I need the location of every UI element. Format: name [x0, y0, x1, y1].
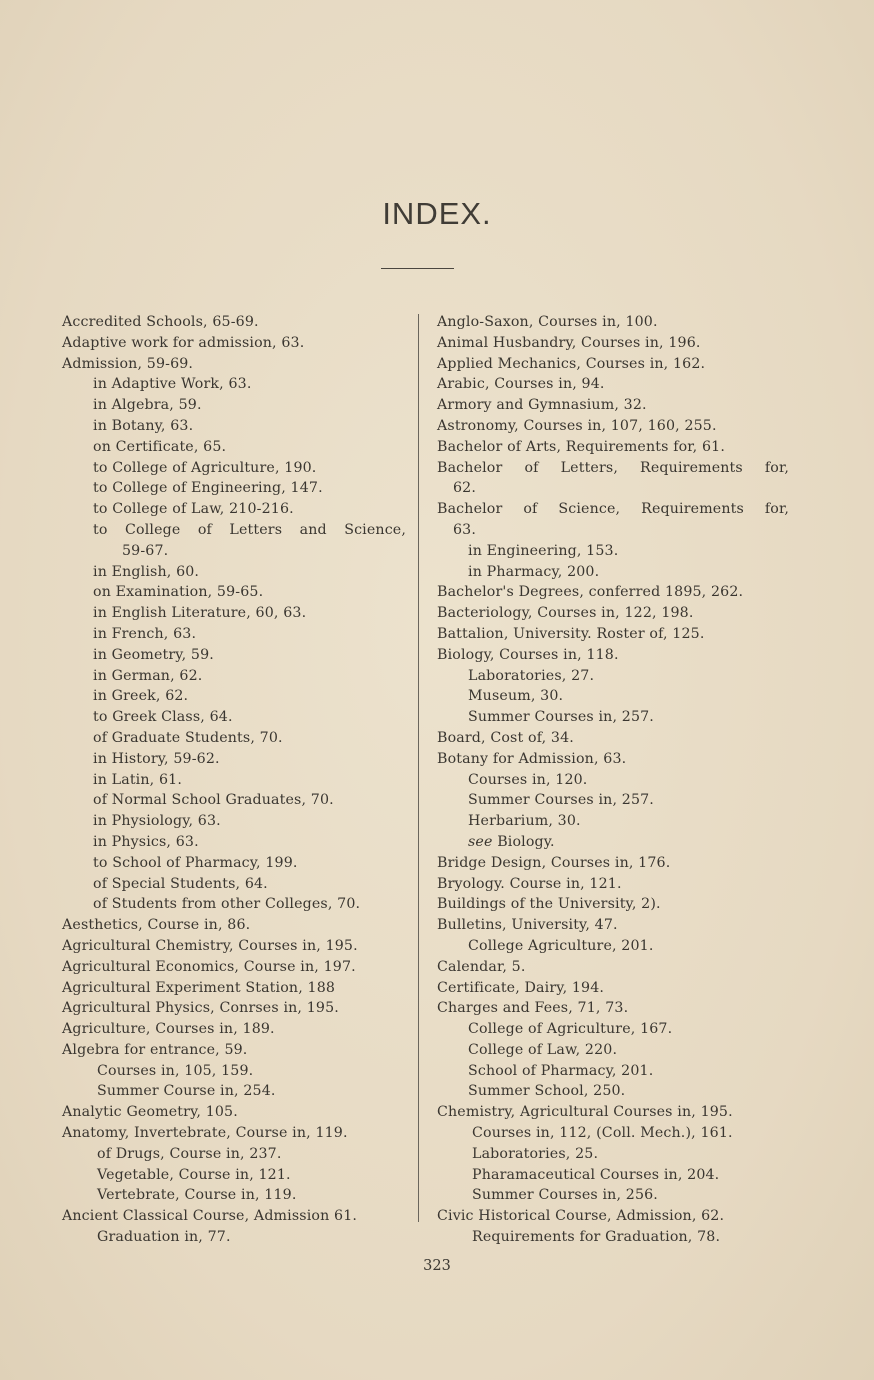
- index-subentry: Graduation in, 77.: [97, 1229, 231, 1246]
- index-entry: Agricultural Economics, Course in, 197.: [62, 958, 356, 975]
- index-subentry: of Drugs, Course in, 237.: [97, 1145, 282, 1162]
- index-entry: Analytic Geometry, 105.: [62, 1104, 238, 1121]
- index-subentry: in Physics, 63.: [93, 833, 199, 850]
- index-entry: Anglo-Saxon, Courses in, 100.: [437, 314, 658, 330]
- index-entry: Bachelor of Letters, Requirements for,: [437, 459, 789, 476]
- index-subentry: in Greek, 62.: [93, 688, 189, 705]
- index-subentry: Vertebrate, Course in, 119.: [97, 1187, 297, 1204]
- page-number: 323: [423, 1258, 451, 1274]
- index-subentry: see Biology.: [468, 833, 555, 850]
- title-rule: [381, 268, 454, 269]
- index-subentry: College of Law, 220.: [468, 1041, 618, 1058]
- index-subentry: of Graduate Students, 70.: [93, 729, 283, 746]
- index-entry: Anatomy, Invertebrate, Course in, 119.: [62, 1125, 348, 1142]
- index-subentry: in Pharmacy, 200.: [468, 563, 600, 580]
- index-subentry: Laboratories, 27.: [468, 667, 595, 684]
- index-entry: Civic Historical Course, Admission, 62.: [437, 1208, 725, 1225]
- index-subentry: on Examination, 59-65.: [93, 584, 264, 601]
- index-subentry: College of Agriculture, 167.: [468, 1021, 673, 1038]
- index-subentry: to College of Engineering, 147.: [93, 480, 323, 497]
- index-entry: Adaptive work for admission, 63.: [62, 334, 305, 351]
- index-entry: Bacteriology, Courses in, 122, 198.: [437, 605, 694, 622]
- index-entry: Admission, 59-69.: [62, 355, 194, 372]
- index-subentry: College Agriculture, 201.: [468, 937, 654, 954]
- index-entry: Aesthetics, Course in, 86.: [62, 917, 251, 934]
- index-entry: Bachelor's Degrees, conferred 1895, 262.: [437, 584, 744, 601]
- index-entry: Bachelor of Arts, Requirements for, 61.: [437, 438, 726, 455]
- index-entry: Accredited Schools, 65-69.: [62, 314, 259, 330]
- index-subentry: to College of Law, 210-216.: [93, 501, 294, 518]
- index-subentry: in French, 63.: [93, 625, 197, 642]
- index-subentry: in Engineering, 153.: [468, 542, 619, 559]
- index-subentry: Courses in, 112, (Coll. Mech.), 161.: [472, 1125, 733, 1142]
- index-subentry: Laboratories, 25.: [472, 1145, 599, 1162]
- index-subentry: of Special Students, 64.: [93, 875, 268, 892]
- index-subentry: in Adaptive Work, 63.: [93, 376, 252, 393]
- index-subentry: in English, 60.: [93, 563, 200, 580]
- index-subentry: Summer Courses in, 257.: [468, 709, 654, 726]
- index-subentry: to College of Agriculture, 190.: [93, 459, 317, 476]
- index-subentry: in Algebra, 59.: [93, 397, 202, 414]
- index-subentry: on Certificate, 65.: [93, 438, 227, 455]
- index-entry: Agricultural Experiment Station, 188: [62, 979, 336, 996]
- index-entry: Agricultural Physics, Conrses in, 195.: [62, 1000, 339, 1017]
- index-subentry: Courses in, 105, 159.: [97, 1062, 254, 1079]
- page-title: INDEX.: [382, 196, 492, 231]
- index-subentry: to School of Pharmacy, 199.: [93, 854, 298, 871]
- index-entry: Bridge Design, Courses in, 176.: [437, 854, 671, 871]
- index-subentry: Museum, 30.: [468, 688, 564, 705]
- index-entry: Chemistry, Agricultural Courses in, 195.: [437, 1104, 733, 1121]
- index-subentry: in Botany, 63.: [93, 417, 194, 434]
- index-column-right: [437, 312, 789, 1248]
- index-entry: Bulletins, University, 47.: [437, 917, 618, 934]
- index-entry: Agriculture, Courses in, 189.: [62, 1021, 275, 1038]
- index-subentry: Courses in, 120.: [468, 771, 588, 788]
- index-entry: Armory and Gymnasium, 32.: [437, 397, 647, 414]
- index-subentry: Requirements for Graduation, 78.: [472, 1229, 721, 1246]
- index-subentry: of Normal School Graduates, 70.: [93, 792, 334, 809]
- index-subentry: Herbarium, 30.: [468, 813, 581, 830]
- index-entry: Algebra for entrance, 59.: [62, 1041, 248, 1058]
- index-subentry: to Greek Class, 64.: [93, 709, 233, 726]
- index-subentry: Summer Courses in, 256.: [472, 1187, 658, 1204]
- index-entry: Board, Cost of, 34.: [437, 729, 574, 746]
- index-entry: Applied Mechanics, Courses in, 162.: [437, 355, 706, 372]
- index-entry: Agricultural Chemistry, Courses in, 195.: [62, 937, 358, 954]
- index-subentry: Summer Course in, 254.: [97, 1083, 276, 1100]
- column-divider: [418, 314, 419, 1222]
- index-subentry: 59-67.: [122, 542, 169, 559]
- index-subentry: 62.: [453, 480, 477, 497]
- index-subentry: Pharamaceutical Courses in, 204.: [472, 1166, 720, 1183]
- index-subentry: in Geometry, 59.: [93, 646, 214, 663]
- index-subentry: in German, 62.: [93, 667, 203, 684]
- index-subentry: School of Pharmacy, 201.: [468, 1062, 654, 1079]
- index-entry: Astronomy, Courses in, 107, 160, 255.: [437, 417, 717, 434]
- index-entry: Arabic, Courses in, 94.: [437, 376, 605, 393]
- index-column-left: [62, 312, 406, 1248]
- index-entry: Ancient Classical Course, Admission 61.: [62, 1208, 358, 1225]
- index-subentry: in Physiology, 63.: [93, 813, 221, 830]
- index-subentry: to College of Letters and Science,: [93, 521, 406, 538]
- index-entry: Buildings of the University, 2).: [437, 896, 661, 913]
- index-subentry: in Latin, 61.: [93, 771, 182, 788]
- index-entry: Charges and Fees, 71, 73.: [437, 1000, 629, 1017]
- index-subentry: in English Literature, 60, 63.: [93, 605, 307, 622]
- index-subentry: 63.: [453, 521, 477, 538]
- index-entry: Calendar, 5.: [437, 958, 526, 975]
- index-entry: Certificate, Dairy, 194.: [437, 979, 605, 996]
- index-subentry: in History, 59-62.: [93, 750, 220, 767]
- index-subentry: Summer School, 250.: [468, 1083, 626, 1100]
- index-subentry: Summer Courses in, 257.: [468, 792, 654, 809]
- index-entry: Bryology. Course in, 121.: [437, 875, 622, 892]
- index-subentry: of Students from other Colleges, 70.: [93, 896, 361, 913]
- index-entry: Botany for Admission, 63.: [437, 750, 627, 767]
- index-entry: Battalion, University. Roster of, 125.: [437, 625, 705, 642]
- index-entry: Bachelor of Science, Requirements for,: [437, 501, 789, 518]
- index-subentry: Vegetable, Course in, 121.: [97, 1166, 291, 1183]
- index-entry: Biology, Courses in, 118.: [437, 646, 619, 663]
- index-entry: Animal Husbandry, Courses in, 196.: [437, 334, 701, 351]
